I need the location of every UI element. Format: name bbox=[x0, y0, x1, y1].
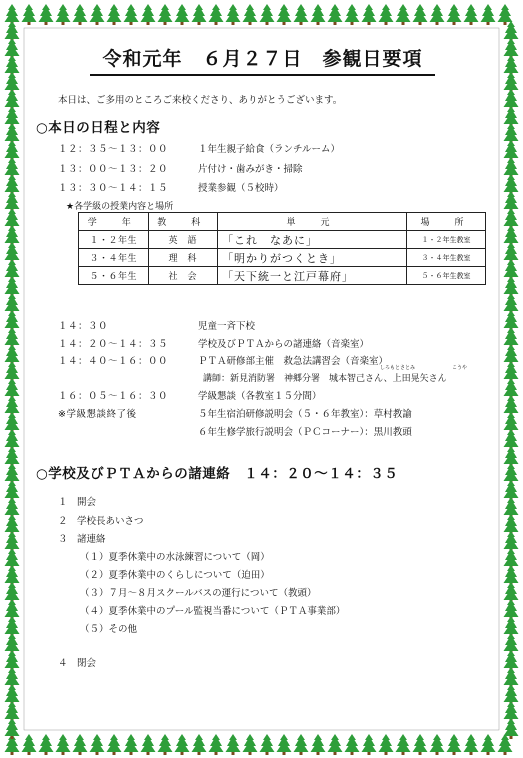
table-header: 学 年 bbox=[79, 213, 149, 231]
furigana: しろもとさとみ bbox=[380, 365, 416, 371]
table-cell: 英 語 bbox=[148, 231, 218, 249]
tree-icon bbox=[107, 734, 122, 755]
table-cell: １・２年生教室 bbox=[406, 231, 485, 249]
tree-icon bbox=[504, 718, 519, 739]
schedule-row: １３：３０～１４：１５ 授業参観（５校時） bbox=[58, 183, 284, 194]
tree-icon bbox=[413, 4, 428, 25]
table-cell: ３・４年生教室 bbox=[406, 249, 485, 267]
tree-icon bbox=[175, 734, 190, 755]
table-header-row bbox=[79, 213, 486, 231]
tree-icon bbox=[226, 734, 241, 755]
tree-icon bbox=[90, 4, 105, 25]
tree-icon bbox=[464, 734, 479, 755]
tree-icon bbox=[294, 4, 309, 25]
tree-icon bbox=[175, 4, 190, 25]
sub-list-item: （３）７月～８月スクールバスの運行について（教頭） bbox=[80, 588, 317, 599]
tree-icon bbox=[209, 4, 224, 25]
tree-icon bbox=[481, 4, 496, 25]
table-header: 教 科 bbox=[148, 213, 218, 231]
tree-icon bbox=[5, 718, 20, 739]
schedule-row: １４：３０ 児童一斉下校 bbox=[58, 321, 256, 332]
table-cell: 社 会 bbox=[148, 267, 218, 285]
table-cell: １・２年生 bbox=[79, 231, 149, 249]
lecturer-line: 講師：新見消防署 神郷分署 城本智己さん、上田晃矢さん bbox=[203, 374, 447, 384]
table-caption: ★各学級の授業内容と場所 bbox=[66, 202, 174, 212]
tree-icon bbox=[328, 734, 343, 755]
list-item: ２ 学校長あいさつ bbox=[58, 516, 144, 527]
schedule-row: １４：２０～１４：３５ 学校及びＰＴＡからの諸連絡（音楽室） bbox=[58, 339, 370, 350]
tree-icon bbox=[379, 734, 394, 755]
tree-icon bbox=[260, 4, 275, 25]
table-header: 単 元 bbox=[218, 213, 407, 231]
tree-icon bbox=[56, 734, 71, 755]
tree-icon bbox=[362, 4, 377, 25]
tree-icon bbox=[73, 734, 88, 755]
tree-icon bbox=[22, 4, 37, 25]
tree-icon bbox=[379, 4, 394, 25]
section1-heading: ○本日の日程と内容 bbox=[36, 120, 161, 136]
tree-icon bbox=[243, 4, 258, 25]
tree-icon bbox=[124, 4, 139, 25]
tree-icon bbox=[124, 734, 139, 755]
list-item: ４ 閉会 bbox=[58, 658, 97, 669]
list-item: ３ 諸連絡 bbox=[58, 534, 106, 545]
schedule-row: １４：４０～１６：００ ＰＴＡ研修部主催 救急法講習会（音楽室） bbox=[58, 356, 389, 367]
table-row bbox=[79, 231, 486, 249]
tree-icon bbox=[243, 734, 258, 755]
list-item: １ 開会 bbox=[58, 497, 97, 508]
tree-icon bbox=[498, 4, 513, 25]
table-cell: 理 科 bbox=[148, 249, 218, 267]
tree-icon bbox=[311, 4, 326, 25]
tree-icon bbox=[277, 4, 292, 25]
tree-icon bbox=[209, 734, 224, 755]
tree-icon bbox=[39, 734, 54, 755]
tree-icon bbox=[56, 4, 71, 25]
schedule-row: １６：０５～１６：３０ 学級懇談（各教室１５分間） bbox=[58, 391, 322, 402]
tree-icon bbox=[39, 4, 54, 25]
tree-icon bbox=[294, 734, 309, 755]
table-cell: 「明かりがつくとき」 bbox=[218, 249, 407, 267]
table-header: 場 所 bbox=[406, 213, 485, 231]
tree-icon bbox=[430, 4, 445, 25]
schedule-row: ※学級懇談終了後 ５年生宿泊研修説明会（５・６年教室）：草村教諭 bbox=[58, 409, 412, 420]
tree-icon bbox=[447, 4, 462, 25]
tree-icon bbox=[481, 734, 496, 755]
class-content-table bbox=[78, 212, 486, 285]
tree-icon bbox=[192, 4, 207, 25]
tree-icon bbox=[158, 4, 173, 25]
table-row bbox=[79, 267, 486, 285]
table-cell: 「これ なあに」 bbox=[218, 231, 407, 249]
greeting-text: 本日は、ご多用のところご来校くださり、ありがとうございます。 bbox=[58, 95, 343, 106]
tree-icon bbox=[396, 734, 411, 755]
tree-icon bbox=[413, 734, 428, 755]
tree-icon bbox=[22, 734, 37, 755]
sub-list-item: （２）夏季休業中のくらしについて（迫田） bbox=[80, 570, 270, 581]
table-cell: ５・６年生教室 bbox=[406, 267, 485, 285]
table-row bbox=[79, 249, 486, 267]
section2-heading: ○学校及びＰＴＡからの諸連絡 １４：２０～１４：３５ bbox=[36, 466, 399, 482]
tree-icon bbox=[73, 4, 88, 25]
tree-icon bbox=[447, 734, 462, 755]
tree-icon bbox=[141, 4, 156, 25]
tree-icon bbox=[192, 734, 207, 755]
tree-icon bbox=[226, 4, 241, 25]
tree-icon bbox=[107, 4, 122, 25]
tree-icon bbox=[464, 4, 479, 25]
tree-icon bbox=[260, 734, 275, 755]
table-cell: 「天下統一と江戸幕府」 bbox=[218, 267, 407, 285]
tree-icon bbox=[396, 4, 411, 25]
tree-icon bbox=[158, 734, 173, 755]
table-cell: ３・４年生 bbox=[79, 249, 149, 267]
tree-icon bbox=[362, 734, 377, 755]
tree-icon bbox=[311, 734, 326, 755]
table-cell: ５・６年生 bbox=[79, 267, 149, 285]
tree-icon bbox=[430, 734, 445, 755]
tree-icon bbox=[328, 4, 343, 25]
tree-icon bbox=[345, 4, 360, 25]
schedule-row: ６年生修学旅行説明会（ＰＣコーナー）：黒川教頭 bbox=[198, 427, 412, 438]
schedule-row: １３：００～１３：２０ 片付け・歯みがき・掃除 bbox=[58, 164, 303, 175]
tree-icon bbox=[141, 734, 156, 755]
sub-list-item: （４）夏季休業中のプール監視当番について（ＰＴＡ事業部） bbox=[80, 606, 346, 617]
tree-icon bbox=[90, 734, 105, 755]
schedule-row: １２：３５～１３：００ １年生親子給食（ランチルーム） bbox=[58, 144, 341, 155]
sub-list-item: （５）その他 bbox=[80, 624, 138, 635]
page-title: 令和元年 ６月２７日 参観日要項 bbox=[90, 44, 435, 76]
sub-list-item: （１）夏季休業中の水泳練習について（岡） bbox=[80, 552, 270, 563]
tree-icon bbox=[277, 734, 292, 755]
tree-icon bbox=[345, 734, 360, 755]
furigana: こうや bbox=[452, 365, 468, 371]
